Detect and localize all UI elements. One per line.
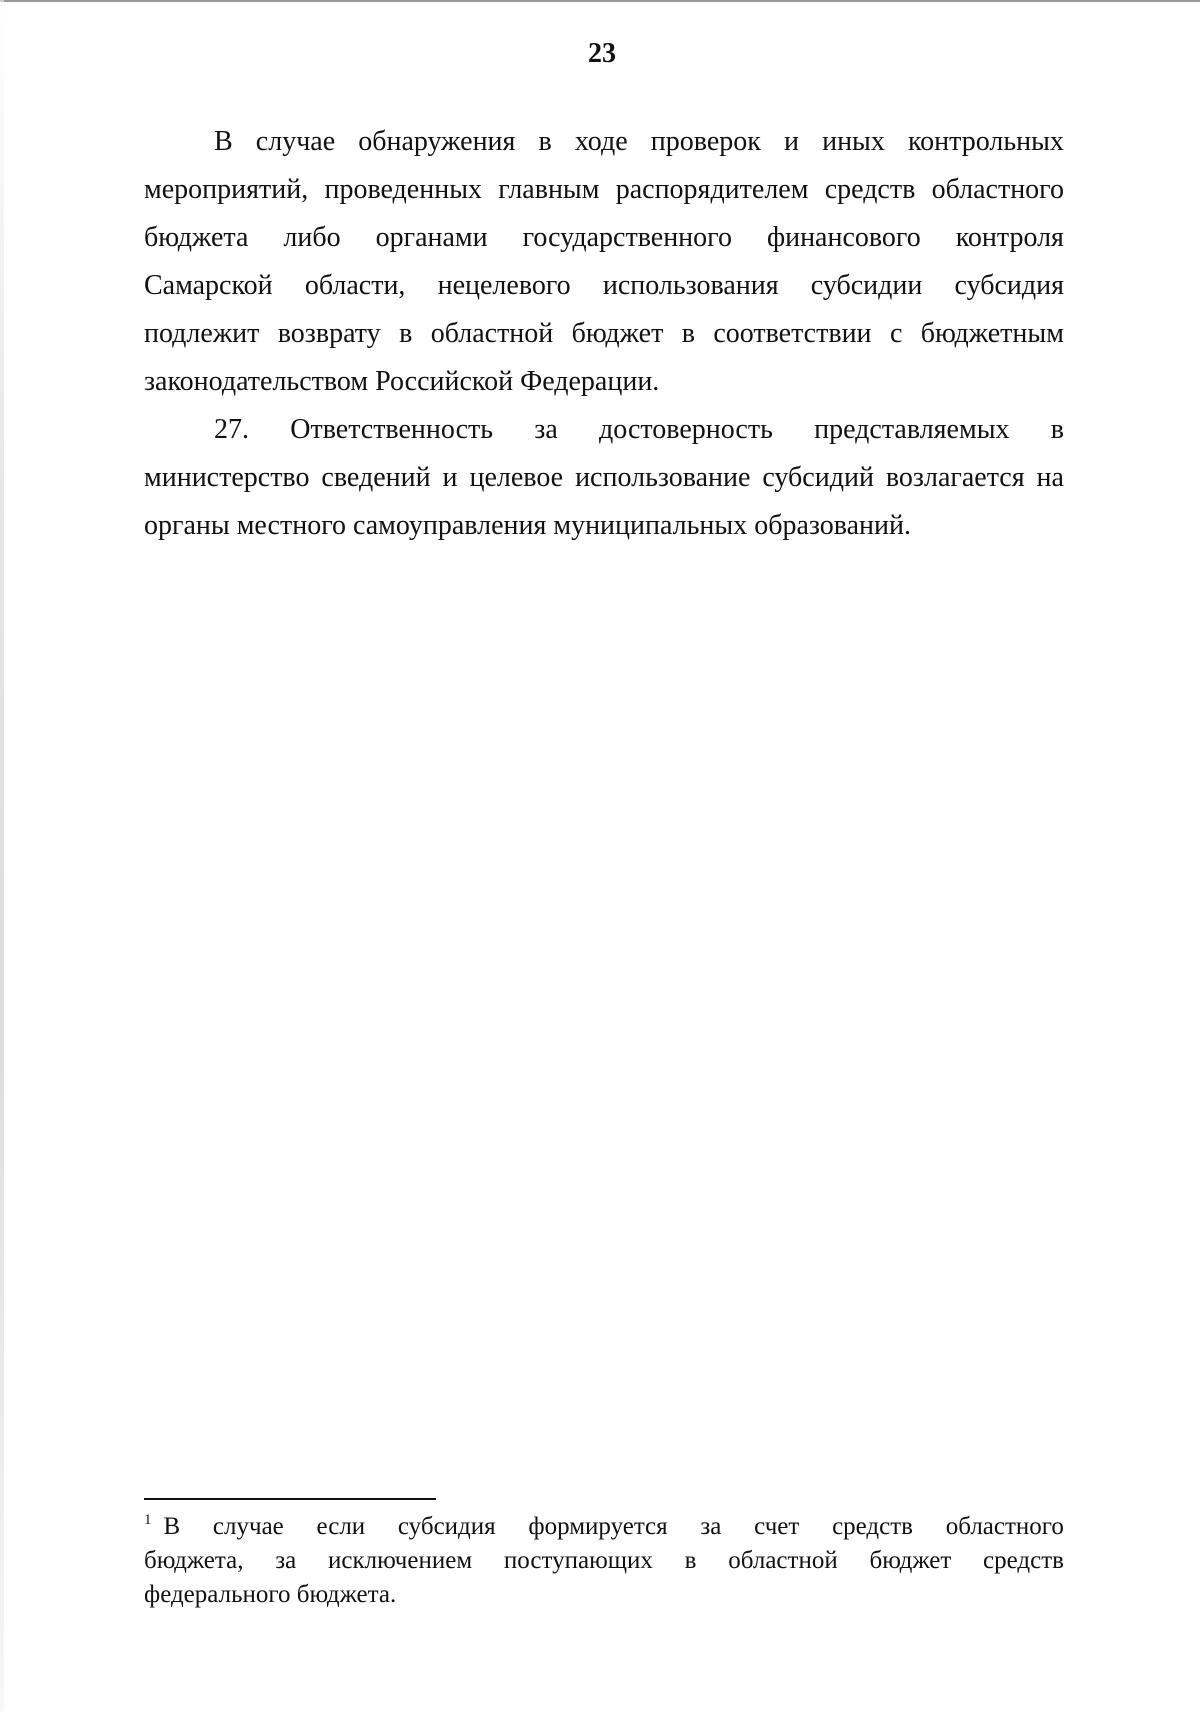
text-line: бюджета либо органами государственного финансового контроля [144, 222, 1064, 253]
footnote-line: федерального бюджета. [144, 1581, 397, 1608]
footnote [144, 1510, 1064, 1612]
body-text [144, 118, 1064, 550]
paragraph-26-continuation [144, 118, 1064, 406]
text-line: В случае обнаружения в ходе проверок и иных контрольных [214, 126, 1064, 157]
text-line: министерство сведений и целевое использование субсидий возлагается на [144, 462, 1064, 493]
text-line: органы местного самоуправления муниципальных образований. [144, 510, 912, 541]
text-line: 27. Ответственность за достоверность представляемых в [214, 414, 1064, 445]
scan-edge [0, 0, 1200, 2]
scan-edge-left [0, 0, 4, 1711]
text-line: Самарской области, нецелевого использования субсидии субсидия [144, 270, 1064, 301]
text-line: подлежит возврату в областной бюджет в соответствии с бюджетным [144, 318, 1064, 349]
footnote-separator [144, 1498, 436, 1500]
footnote-line: бюджета, за исключением поступающих в областной бюджет средств [144, 1547, 1064, 1574]
text-line: законодательством Российской Федерации. [144, 366, 660, 397]
page-number: 23 [588, 38, 616, 69]
paragraph-27 [144, 406, 1064, 550]
footnote-text: В случае если субсидия формируется за счет средств областного [163, 1513, 1064, 1540]
text-line: мероприятий, проведенных главным распорядителем средств областного [144, 174, 1064, 205]
footnote-marker: 1 [144, 1512, 152, 1528]
footnote-line [144, 1510, 1064, 1544]
